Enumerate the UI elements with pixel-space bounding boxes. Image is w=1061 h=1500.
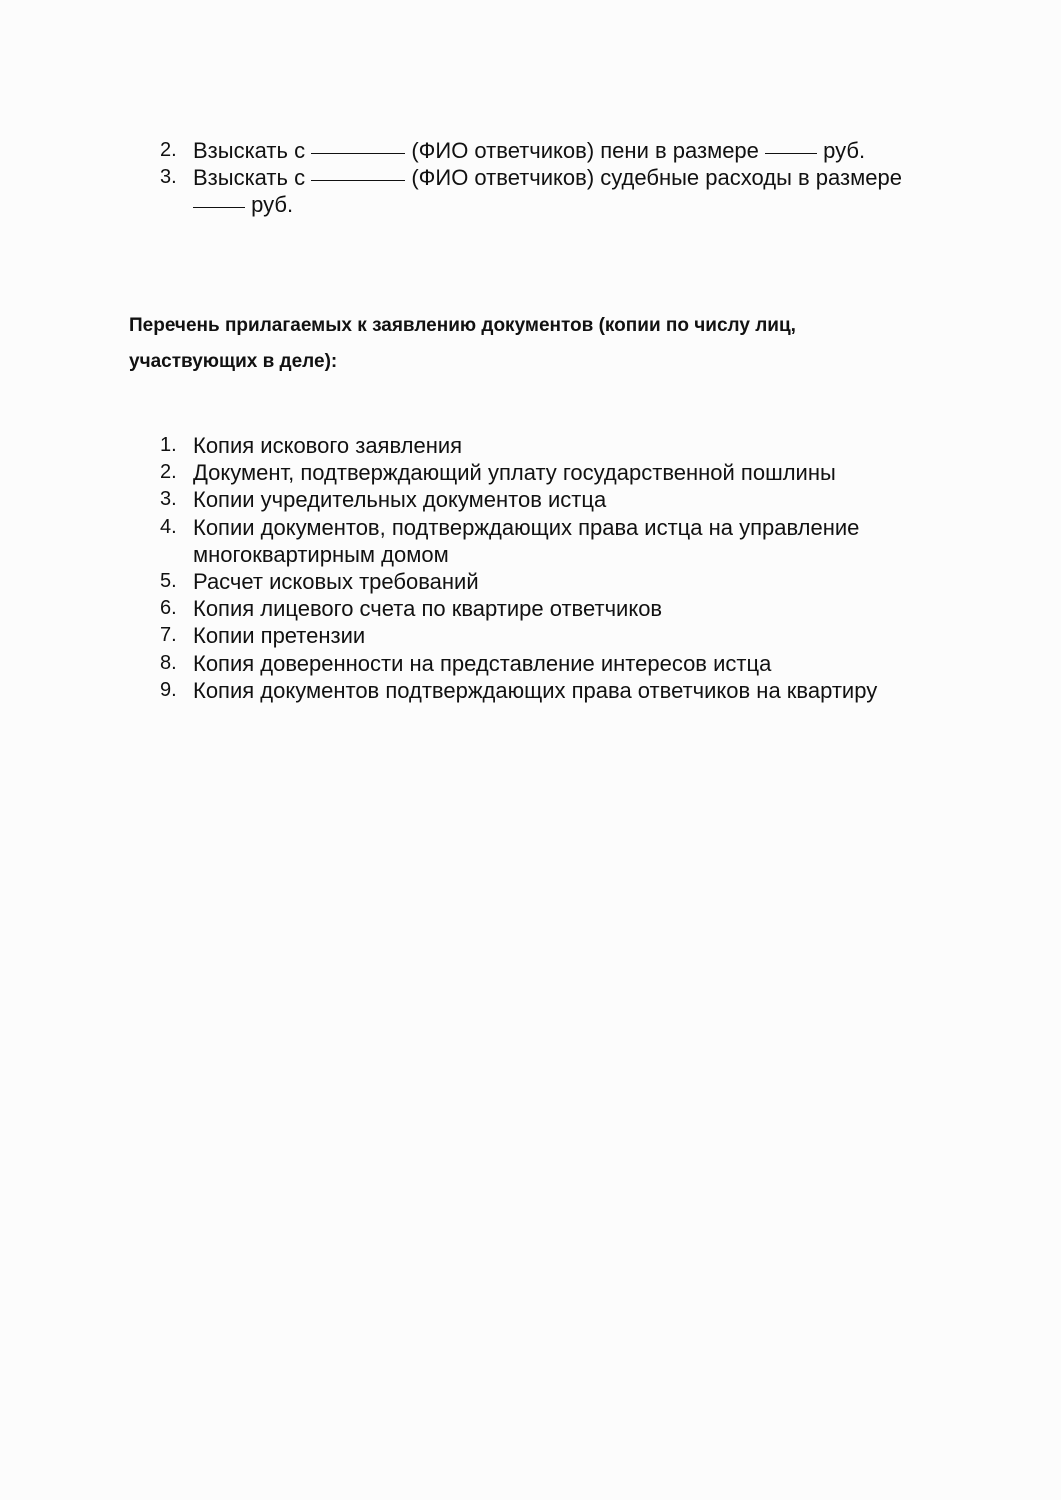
list-item-text: Копия лицевого счета по квартире ответчиков xyxy=(193,596,663,622)
list-item-text: Копия искового заявления xyxy=(193,433,463,458)
list-item xyxy=(0,568,1061,595)
list-item-number: 4. xyxy=(160,515,177,538)
list-item-number: 3. xyxy=(160,488,177,511)
list-item xyxy=(0,514,1061,568)
list-item xyxy=(0,650,1061,677)
list-item-number: 7. xyxy=(160,624,177,647)
list-item xyxy=(0,459,1061,486)
claims-list xyxy=(0,137,1061,219)
list-item-number: 6. xyxy=(160,597,177,620)
claim-text-start: Взыскать с xyxy=(193,165,306,191)
list-item xyxy=(0,432,1061,459)
list-item-number: 2. xyxy=(160,461,177,484)
blank-line xyxy=(193,206,245,208)
list-item-number: 9. xyxy=(160,678,177,701)
blank-line xyxy=(765,152,817,154)
claim-text-start: Взыскать с xyxy=(193,138,306,163)
claim-text-end: руб. xyxy=(251,192,294,218)
claim-text-middle: (ФИО ответчиков) пени в размере xyxy=(411,138,759,163)
list-item xyxy=(0,164,1061,218)
attachments-list xyxy=(0,432,1061,704)
list-item xyxy=(0,677,1061,704)
attachments-heading: Перечень прилагаемых к заявлению документов (копии по числу лиц, участвующих в деле): xyxy=(129,315,796,372)
list-item-text: Копии учредительных документов истца xyxy=(193,487,607,513)
list-item-text: Копии документов, подтверждающих права истца на управление многоквартирным домом xyxy=(193,514,860,567)
list-item-text: Копии претензии xyxy=(193,623,366,649)
list-item-number: 8. xyxy=(160,651,177,674)
list-item-text: Копия доверенности на представление интересов истца xyxy=(193,650,772,676)
list-item xyxy=(0,486,1061,513)
list-item-text: Расчет исковых требований xyxy=(193,569,479,595)
blank-line xyxy=(311,179,405,181)
claim-text-end: руб. xyxy=(823,138,866,163)
list-item-text: Документ, подтверждающий уплату государственной пошлины xyxy=(193,460,836,486)
list-item-number: 1. xyxy=(160,434,177,456)
list-item xyxy=(0,595,1061,622)
list-item xyxy=(0,137,1061,164)
list-item xyxy=(0,622,1061,649)
blank-line xyxy=(311,152,405,154)
list-item-text: Копия документов подтверждающих права ответчиков на квартиру xyxy=(193,677,878,703)
list-item-number: 3. xyxy=(160,166,177,189)
claim-text-middle: (ФИО ответчиков) судебные расходы в размере xyxy=(411,165,902,191)
list-item-number: 2. xyxy=(160,139,177,161)
list-item-number: 5. xyxy=(160,570,177,593)
